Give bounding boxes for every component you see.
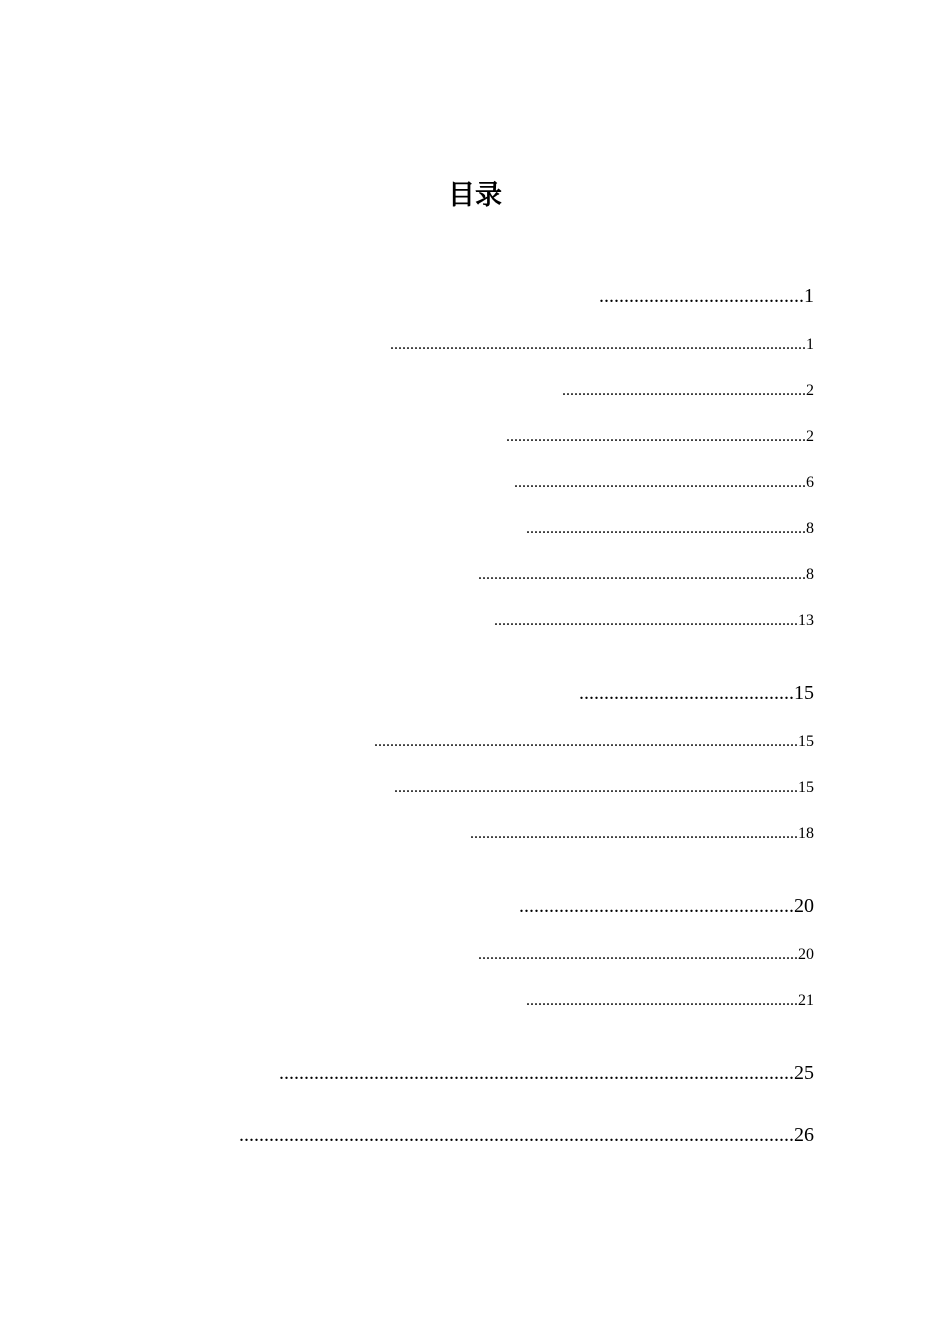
toc-leader: ....................................................................................................... (279, 1062, 794, 1084)
toc-entry[interactable] (374, 731, 814, 753)
page-title: 目录 (448, 180, 502, 211)
toc-page-number: 2 (806, 382, 814, 399)
toc-page-number: 8 (806, 566, 814, 583)
toc-leader: ......................................... (599, 285, 804, 307)
toc-page-number: 20 (798, 946, 814, 963)
toc-page-number: 26 (794, 1124, 814, 1146)
toc-page-number: 1 (806, 336, 814, 353)
toc-entry[interactable] (519, 893, 814, 919)
toc-page-number: 1 (804, 285, 814, 307)
toc-page-number: 13 (798, 612, 814, 629)
toc-leader: .......................................................................................................... (374, 733, 798, 750)
toc-page-number: 25 (794, 1062, 814, 1084)
toc-entry[interactable] (506, 426, 814, 448)
toc-leader: ..................................................................................................... (394, 779, 798, 796)
toc-page-number: 20 (794, 895, 814, 917)
toc-entry[interactable] (526, 990, 814, 1012)
toc-leader: .................................................................................. (470, 825, 798, 842)
toc-leader: .................................................................................. (478, 566, 806, 583)
toc-entry[interactable] (239, 1122, 814, 1148)
toc-page-number: 21 (798, 992, 814, 1009)
toc-entry[interactable] (579, 680, 814, 706)
toc-leader: ........................................................................... (506, 428, 806, 445)
toc-leader: ........................................... (579, 682, 794, 704)
toc-page-number: 2 (806, 428, 814, 445)
toc-entry[interactable] (470, 823, 814, 845)
toc-page-number: 6 (806, 474, 814, 491)
toc-leader: ............................................................................................................... (239, 1124, 794, 1146)
toc-leader: ................................................................................ (478, 946, 798, 963)
toc-entry[interactable] (390, 334, 814, 356)
toc-entry[interactable] (514, 472, 814, 494)
toc-leader: .................................................................... (526, 992, 798, 1009)
toc-page-number: 18 (798, 825, 814, 842)
toc-entry[interactable] (562, 380, 814, 402)
toc-leader: ...................................................................... (526, 520, 806, 537)
toc-entry[interactable] (526, 518, 814, 540)
toc-entry[interactable] (478, 944, 814, 966)
toc-leader: ......................................................................... (514, 474, 806, 491)
toc-entry[interactable] (599, 283, 814, 309)
toc-entry[interactable] (494, 610, 814, 632)
toc-leader: ........................................................................................................ (390, 336, 806, 353)
toc-page-number: 8 (806, 520, 814, 537)
toc-leader: ....................................................... (519, 895, 794, 917)
toc-entry[interactable] (279, 1060, 814, 1086)
toc-page-number: 15 (798, 779, 814, 796)
toc-entry[interactable] (394, 777, 814, 799)
toc-entry[interactable] (478, 564, 814, 586)
toc-page-number: 15 (794, 682, 814, 704)
toc-leader: ............................................................. (562, 382, 806, 399)
toc-page-number: 15 (798, 733, 814, 750)
toc-leader: ............................................................................ (494, 612, 798, 629)
